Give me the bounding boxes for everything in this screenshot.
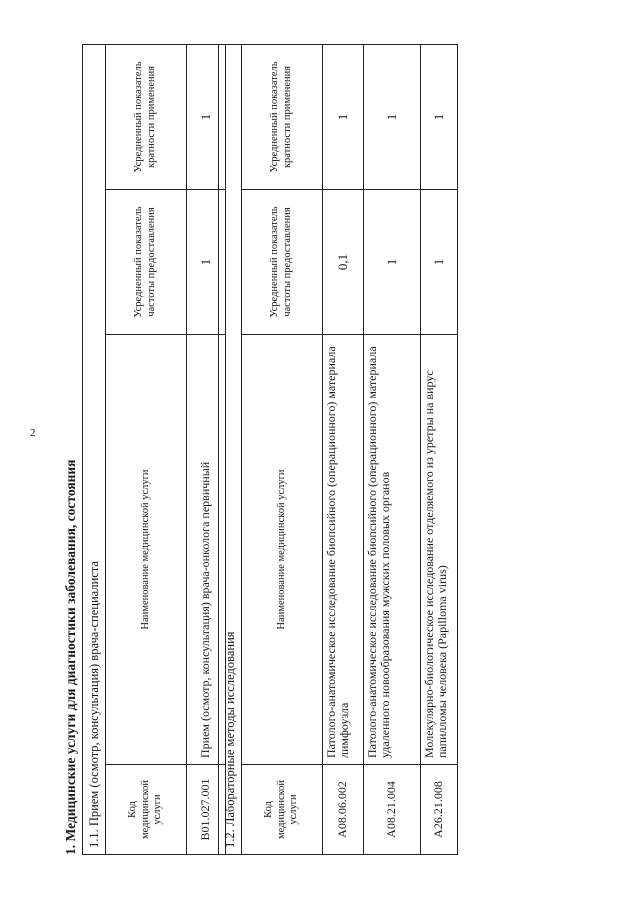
frequency-value: 1 (187, 190, 226, 335)
multiplicity-value: 1 (187, 44, 226, 189)
service-code: A08.21.004 (364, 765, 421, 855)
header-code: Код медицинской услуги (242, 765, 323, 855)
service-name: Прием (осмотр, консультация) врача-онколога первичный (187, 335, 226, 765)
frequency-value: 0,1 (323, 190, 364, 335)
service-name: Патолого-анатомическое исследование биопсийного (операционного) материала удаленного новообразования мужских половых органов (364, 335, 421, 765)
frequency-value: 1 (421, 190, 458, 335)
service-name: Патолого-анатомическое исследование биопсийного (операционного) материала лимфоузла (323, 335, 364, 765)
multiplicity-value: 1 (364, 44, 421, 189)
table-row (421, 44, 458, 854)
service-code: A26.21.008 (421, 765, 458, 855)
header-name: Наименование медицинской услуги (242, 335, 323, 765)
header-name: Наименование медицинской услуги (106, 335, 187, 765)
document-heading: 1. Медицинские услуги для диагностики заболевания, состояния (63, 459, 78, 855)
header-multiplicity: Усредненный показатель кратности применения (106, 44, 187, 189)
table-consultation (82, 44, 226, 855)
section-title: 1.1. Прием (осмотр, консультация) врача-специалиста (83, 44, 106, 854)
header-frequency: Усредненный показатель частоты предоставления (242, 190, 323, 335)
table-row (323, 44, 364, 854)
service-code: A08.06.002 (323, 765, 364, 855)
header-multiplicity: Усредненный показатель кратности применения (242, 44, 323, 189)
header-code: Код медицинской услуги (106, 765, 187, 855)
service-name: Молекулярно-биологическое исследование отделяемого из уретры на вирус папилломы человека (Papilloma virus) (421, 335, 458, 765)
section-title: 1.2. Лабораторные методы исследования (219, 44, 242, 854)
service-code: B01.027.001 (187, 765, 226, 855)
multiplicity-value: 1 (323, 44, 364, 189)
header-frequency: Усредненный показатель частоты предоставления (106, 190, 187, 335)
rotated-document-content (60, 45, 450, 855)
frequency-value: 1 (364, 190, 421, 335)
multiplicity-value: 1 (421, 44, 458, 189)
page-number: 2 (30, 427, 36, 439)
table-laboratory (218, 44, 458, 855)
table-row (364, 44, 421, 854)
